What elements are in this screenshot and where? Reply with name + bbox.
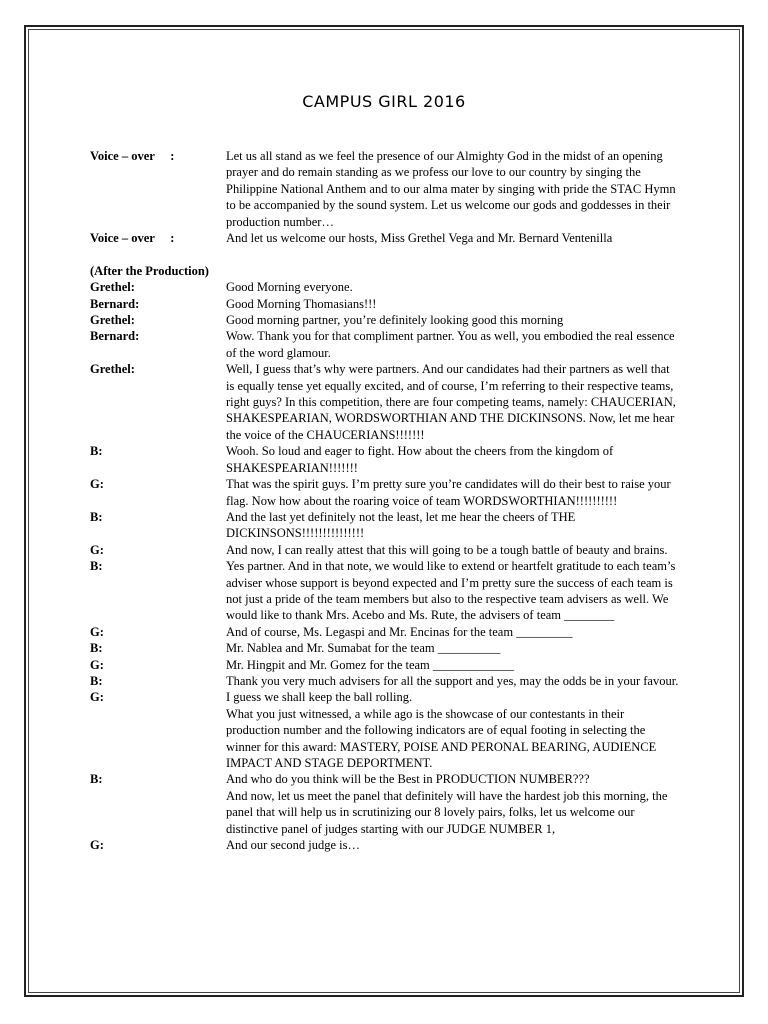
speaker-label: B: bbox=[90, 509, 103, 524]
dialogue-text: And who do you think will be the Best in PRODUCTION NUMBER??? And now, let us meet the panel that definitely will have the hardest job this morning, the panel that will help us in scrutinizing our 8 lovely pairs, folks, let us welcome our distinctive panel of judges starting with our JUDGE NUMBER 1, bbox=[226, 772, 668, 836]
dialogue-line bbox=[90, 296, 680, 312]
speaker-label: G: bbox=[90, 657, 104, 672]
speaker-label: B: bbox=[90, 772, 103, 787]
dialogue-line bbox=[90, 657, 680, 673]
speaker-label: B: bbox=[90, 559, 103, 574]
dialogue-line bbox=[90, 361, 680, 443]
script-body bbox=[90, 148, 680, 853]
speaker-label: G: bbox=[90, 690, 104, 705]
speaker-label: B: bbox=[90, 673, 103, 688]
dialogue-line bbox=[90, 689, 680, 771]
dialogue-line bbox=[90, 509, 680, 542]
dialogue-line bbox=[90, 624, 680, 640]
dialogue-text: Wooh. So loud and eager to fight. How about the cheers from the kingdom of SHAKESPEARIAN!!!!!!! bbox=[226, 444, 614, 475]
document-title: CAMPUS GIRL 2016 bbox=[302, 92, 466, 111]
speaker-label: B: bbox=[90, 641, 103, 656]
dialogue-line bbox=[90, 771, 680, 837]
dialogue-text: Let us all stand as we feel the presence of our Almighty God in the midst of an opening prayer and do remain standing as we profess our love to our country by singing the Philippine National Anthem and to our alma mater by singing with pride the STAC Hymn to be accompanied by the sound system. Let us welcome our gods and goddesses in their production number… bbox=[226, 149, 676, 229]
opening-voiceover bbox=[90, 148, 680, 230]
dialogue-text: Mr. Hingpit and Mr. Gomez for the team _____________ bbox=[226, 657, 515, 672]
speaker-label: G: bbox=[90, 542, 104, 557]
speaker-label: Grethel: bbox=[90, 313, 135, 328]
dialogue-line bbox=[90, 558, 680, 624]
speaker-label: Bernard: bbox=[90, 296, 140, 311]
dialogue-line bbox=[90, 640, 680, 656]
dialogue-text: I guess we shall keep the ball rolling. What you just witnessed, a while ago is the showcase of our contestants in their production number and the following indicators are of equal footing in selecting the winner for this award: MASTERY, POISE AND PERONAL BEARING, AUDIENCE IMPACT AND STAGE DEPORTMENT. bbox=[226, 690, 657, 771]
dialogue-text: Wow. Thank you for that compliment partner. You as well, you embodied the real essence of the word glamour. bbox=[226, 329, 675, 360]
speaker-label: G: bbox=[90, 838, 104, 853]
dialogue-line bbox=[90, 279, 680, 295]
dialogue-line bbox=[90, 837, 680, 853]
dialogue-text: That was the spirit guys. I’m pretty sure you’re candidates will do their best to raise your flag. Now how about the roaring voice of team WORDSWORTHIAN!!!!!!!!!! bbox=[226, 477, 671, 508]
spacer bbox=[90, 246, 680, 262]
dialogue-text: And now, I can really attest that this will going to be a tough battle of beauty and brains. bbox=[226, 542, 668, 557]
speaker-label: Grethel: bbox=[90, 362, 135, 377]
dialogue-text: And our second judge is… bbox=[226, 838, 361, 853]
speaker-label: Bernard: bbox=[90, 329, 140, 344]
dialogue-line bbox=[90, 542, 680, 558]
section-heading: (After the Production) bbox=[90, 263, 209, 278]
dialogue-text: Yes partner. And in that note, we would like to extend or heartfelt gratitude to each team’s adviser whose support is beyond expected and I’m pretty sure the success of each team is not just a pride of the team members but also to the respective team advisers as well. We would like to thank Mrs. Acebo and Ms. Rute, the advisers of team ________ bbox=[226, 559, 676, 623]
dialogue-text: Good morning partner, you’re definitely looking good this morning bbox=[226, 313, 564, 328]
dialogue-text: And let us welcome our hosts, Miss Grethel Vega and Mr. Bernard Ventenilla bbox=[226, 231, 613, 246]
speaker-label: Grethel: bbox=[90, 280, 135, 295]
speaker-label: G: bbox=[90, 477, 104, 492]
dialogue-line bbox=[90, 312, 680, 328]
dialogue-text: Good Morning everyone. bbox=[226, 280, 353, 295]
dialogue-line bbox=[90, 328, 680, 361]
dialogue-text: Thank you very much advisers for all the support and yes, may the odds be in your favour. bbox=[226, 673, 679, 688]
dialogue-text: Mr. Nablea and Mr. Sumabat for the team __________ bbox=[226, 641, 501, 656]
speaker-label: G: bbox=[90, 624, 104, 639]
dialogue-list bbox=[90, 279, 680, 853]
dialogue-text: And of course, Ms. Legaspi and Mr. Encinas for the team _________ bbox=[226, 624, 573, 639]
dialogue-line bbox=[90, 673, 680, 689]
dialogue-line bbox=[90, 443, 680, 476]
dialogue-text: And the last yet definitely not the least, let me hear the cheers of THE DICKINSONS!!!!!!!!!!!!!!! bbox=[226, 509, 576, 541]
speaker-label: Voice – over : bbox=[90, 149, 175, 163]
dialogue-line bbox=[90, 476, 680, 509]
second-voiceover bbox=[90, 230, 680, 246]
dialogue-text: Good Morning Thomasians!!! bbox=[226, 296, 377, 311]
speaker-label: Voice – over : bbox=[90, 231, 175, 246]
dialogue-text: Well, I guess that’s why were partners. And our candidates had their partners as well that is equally tense yet equally excited, and of course, I’m referring to their respective teams, right guys? In this competition, there are four competing teams, namely: CHAUCERIAN, SHAKESPEARIAN, WORDSWORTHIAN AND THE DICKINSONS. Now, let me hear the voice of the CHAUCERIANS!!!!!!! bbox=[226, 362, 676, 442]
speaker-label: B: bbox=[90, 444, 103, 459]
